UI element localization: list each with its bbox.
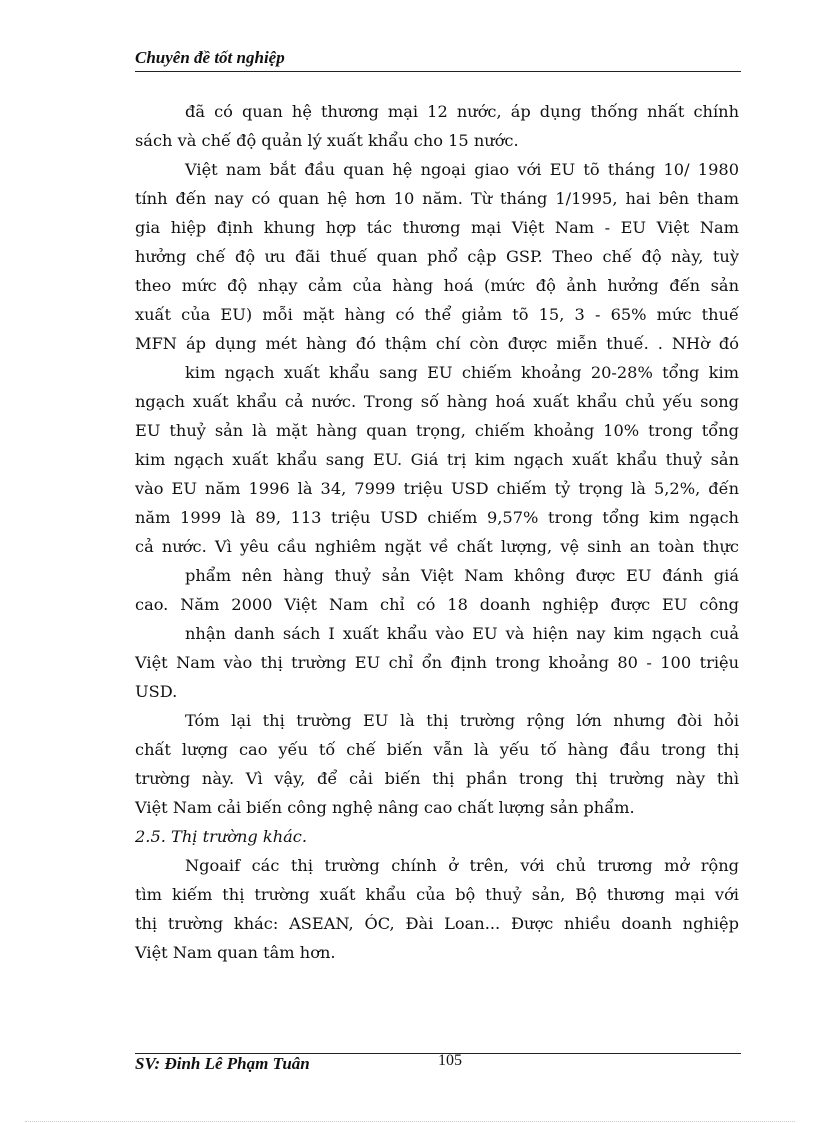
text-line: MFN áp dụng mét hàng đó thậm chí còn được miễn thuế. . NHờ đó (135, 334, 739, 353)
text-line: cao. Năm 2000 Việt Nam chỉ có 18 doanh nghiệp được EU công (135, 595, 739, 614)
text-line: theo mức độ nhạy cảm của hàng hoá (mức độ ảnh hưởng đến sản (135, 276, 739, 295)
text-line: EU thuỷ sản là mặt hàng quan trọng, chiếm khoảng 10% trong tổng (135, 421, 739, 440)
text-line: Việt nam bắt đầu quan hệ ngoại giao với EU tõ tháng 10/ 1980 (185, 160, 739, 179)
page-bottom-border (25, 1121, 795, 1122)
text-line: ngạch xuất khẩu cả nước. Trong số hàng hoá xuất khẩu chủ yếu song (135, 392, 739, 411)
header-title: Chuyên đề tốt nghiệp (135, 48, 285, 67)
text-line: nhận danh sách I xuất khẩu vào EU và hiện nay kim ngạch cuả (185, 624, 739, 643)
text-line: gia hiệp định khung hợp tác thương mại Việt Nam - EU Việt Nam (135, 218, 739, 237)
text-line: Ngoaif các thị trường chính ở trên, với chủ trương mở rộng (185, 856, 739, 875)
text-line: kim ngạch xuất khẩu sang EU chiếm khoảng 20-28% tổng kim (185, 363, 739, 382)
text-line: Việt Nam quan tâm hơn. (135, 943, 336, 962)
text-line: Việt Nam vào thị trường EU chỉ ổn định trong khoảng 80 - 100 triệu (135, 653, 739, 672)
text-line: sách và chế độ quản lý xuất khẩu cho 15 nước. (135, 131, 519, 150)
text-line: Việt Nam cải biến công nghệ nâng cao chất lượng sản phẩm. (135, 798, 635, 817)
text-line: Tóm lại thị trường EU là thị trường rộng lớn nhưng đòi hỏi (185, 711, 739, 730)
header-divider (135, 71, 741, 72)
text-line: chất lượng cao yếu tố chế biến vẫn là yếu tố hàng đầu trong thị (135, 740, 739, 759)
text-line: tìm kiếm thị trường xuất khẩu của bộ thuỷ sản, Bộ thương mại với (135, 885, 739, 904)
text-line: cả nước. Vì yêu cầu nghiêm ngặt về chất lượng, vệ sinh an toàn thực (135, 537, 739, 556)
text-line: đã có quan hệ thương mại 12 nước, áp dụng thống nhất chính (185, 102, 739, 121)
text-line: USD. (135, 682, 178, 701)
text-line: năm 1999 là 89, 113 triệu USD chiếm 9,57% trong tổng kim ngạch (135, 508, 739, 527)
text-line: trường này. Vì vậy, để cải biến thị phần trong thị trường này thì (135, 769, 739, 788)
section-heading: 2.5. Thị trường khác. (135, 827, 308, 846)
page-number: 105 (438, 1052, 462, 1069)
footer-author: SV: Đinh Lê Phạm Tuân (135, 1054, 310, 1073)
text-line: vào EU năm 1996 là 34, 7999 triệu USD chiếm tỷ trọng là 5,2%, đến (135, 479, 739, 498)
text-line: xuất của EU) mỗi mặt hàng có thể giảm tõ 15, 3 - 65% mức thuế (135, 305, 739, 324)
text-line: hưởng chế độ ưu đãi thuế quan phổ cập GSP. Theo chế độ này, tuỳ (135, 247, 739, 266)
text-line: kim ngạch xuất khẩu sang EU. Giá trị kim ngạch xuất khẩu thuỷ sản (135, 450, 739, 469)
text-line: tính đến nay có quan hệ hơn 10 năm. Từ tháng 1/1995, hai bên tham (135, 189, 739, 208)
text-line: thị trường khác: ASEAN, ÓC, Đài Loan... Được nhiều doanh nghiệp (135, 914, 739, 933)
text-line: phẩm nên hàng thuỷ sản Việt Nam không được EU đánh giá (185, 566, 739, 585)
